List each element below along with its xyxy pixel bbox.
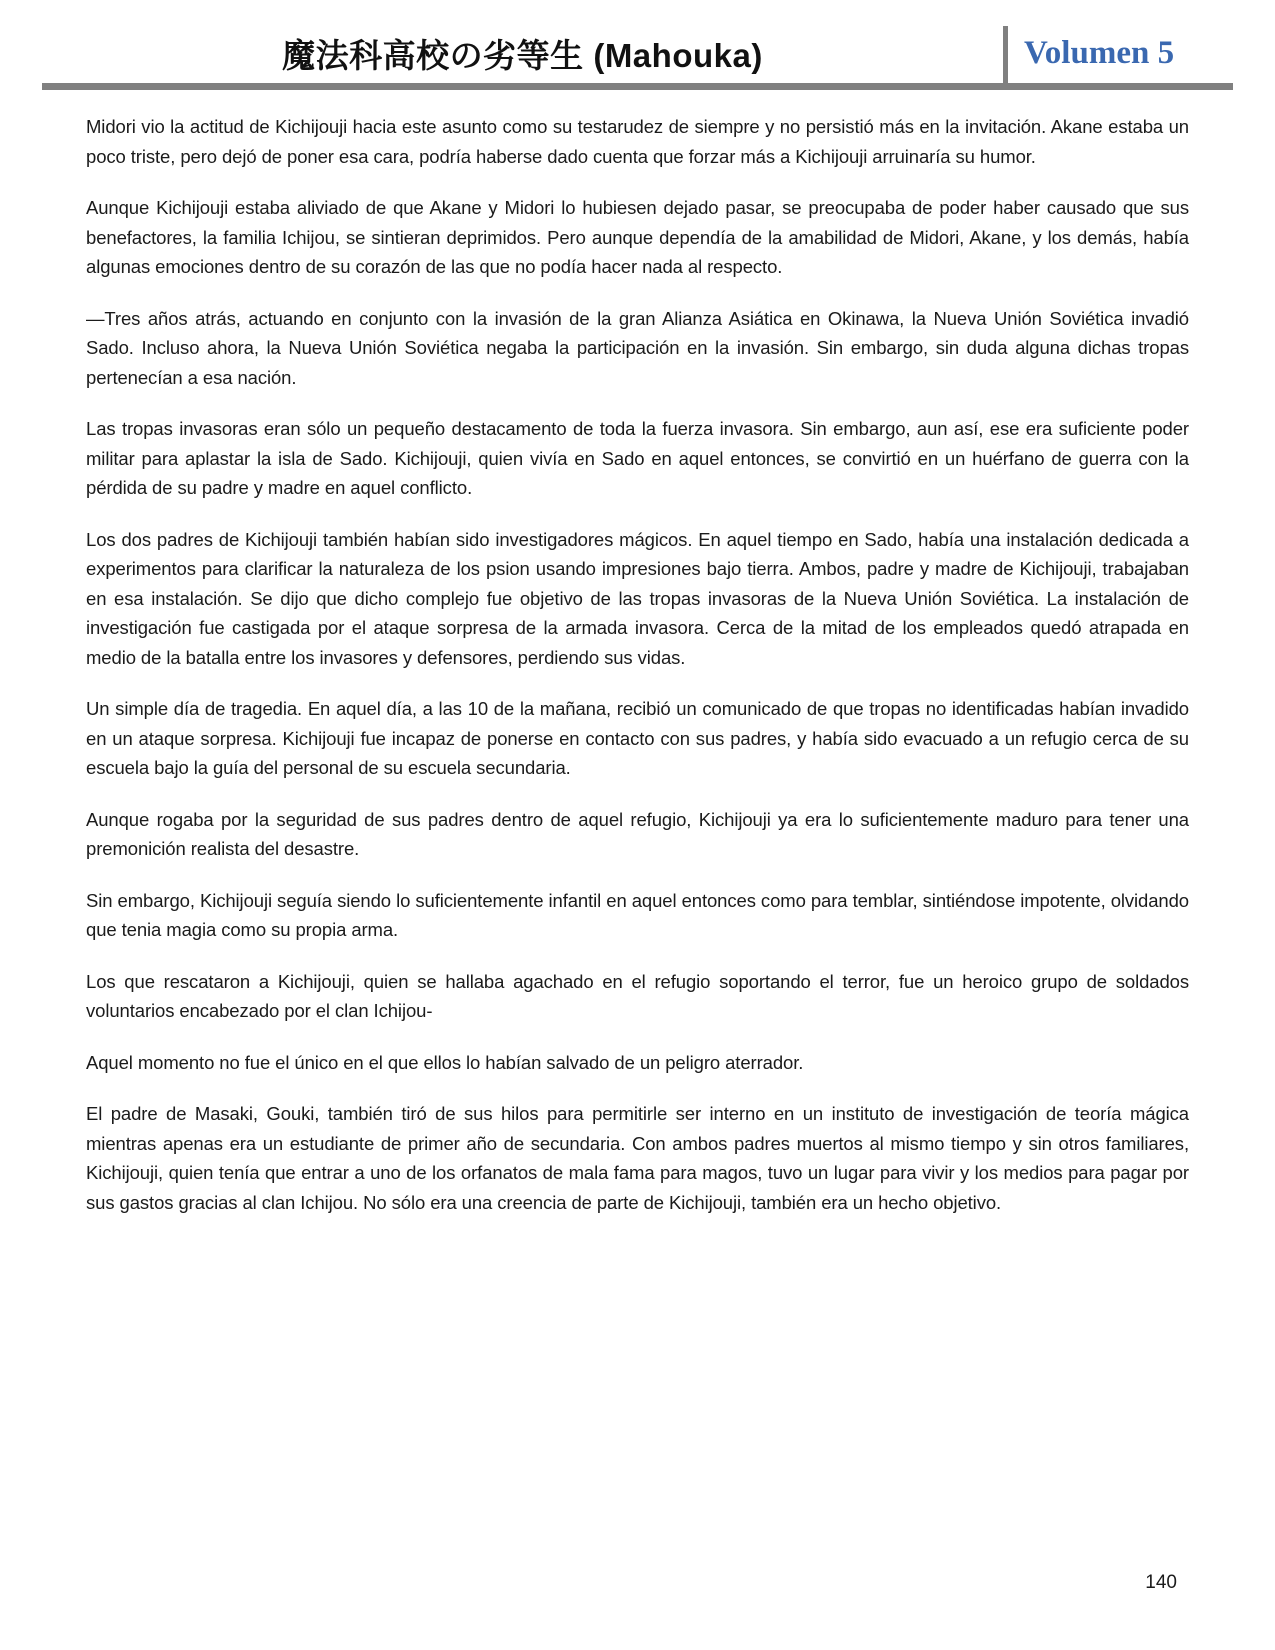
header-title-wrap xyxy=(42,24,1003,83)
book-title: 魔法科高校の劣等生 (Mahouka) xyxy=(282,37,763,74)
header-volume-wrap xyxy=(1008,24,1233,83)
paragraph: Sin embargo, Kichijouji seguía siendo lo suficientemente infantil en aquel entonces como para temblar, sintiéndose impotente, olvidando que tenia magia como su propia arma. xyxy=(86,889,1189,940)
paragraph: Los dos padres de Kichijouji también habían sido investigadores mágicos. En aquel tiempo en Sado, había una instalación dedicada a experimentos para clarificar la naturaleza de los psion usando impresiones bajo tierra. Ambos, padre y madre de Kichijouji, trabajaban en esa instalación. Se dijo que dicho complejo fue objetivo de las tropas invasoras de la Nueva Unión Soviética. La instalación de investigación fue castigada por el ataque sorpresa de la armada invasora. Cerca de la mitad de los empleados quedó atrapada en medio de la batalla entre los invasores y defensores, perdiendo sus vidas. xyxy=(86,528,1189,668)
paragraph: El padre de Masaki, Gouki, también tiró de sus hilos para permitirle ser interno en un instituto de investigación de teoría mágica mientras apenas era un estudiante de primer año de secundaria. Con ambos padres muertos al mismo tiempo y sin otros familiares, Kichijouji, quien tenía que entrar a uno de los orfanatos de mala fama para magos, tuvo un lugar para vivir y los medios para pagar por sus gastos gracias al clan Ichijou. No sólo era una creencia de parte de Kichijouji, también era un hecho objetivo. xyxy=(86,1103,1189,1213)
volume-label: Volumen 5 xyxy=(1024,35,1175,71)
paragraph: Aquel momento no fue el único en el que ellos lo habían salvado de un peligro aterrador. xyxy=(86,1051,804,1073)
page-number: 140 xyxy=(1145,1572,1177,1593)
page-header xyxy=(42,24,1233,90)
page-footer xyxy=(1145,1572,1177,1594)
paragraph: Un simple día de tragedia. En aquel día, a las 10 de la mañana, recibió un comunicado de que tropas no identificadas habían invadido en un ataque sorpresa. Kichijouji fue incapaz de ponerse en contacto con sus padres, y había sido evacuado a un refugio cerca de su escuela bajo la guía del personal de su escuela secundaria. xyxy=(86,698,1189,778)
paragraph: —Tres años atrás, actuando en conjunto con la invasión de la gran Alianza Asiática en Okinawa, la Nueva Unión Soviética invadió Sado. Incluso ahora, la Nueva Unión Soviética negaba la participación en la invasión. Sin embargo, sin duda alguna dichas tropas pertenecían a esa nación. xyxy=(86,307,1189,388)
paragraph: Los que rescataron a Kichijouji, quien se hallaba agachado en el refugio soportando el terror, fue un heroico grupo de soldados voluntarios encabezado por el clan Ichijou- xyxy=(86,970,1189,1021)
paragraph: Las tropas invasoras eran sólo un pequeño destacamento de toda la fuerza invasora. Sin embargo, aun así, ese era suficiente poder militar para aplastar la isla de Sado. Kichijouji, quien vivía en Sado en aquel entonces, se convirtió en un huérfano de guerra con la pérdida de su padre y madre en aquel conflicto. xyxy=(86,418,1189,498)
paragraph: Aunque Kichijouji estaba aliviado de que Akane y Midori lo hubiesen dejado pasar, se preocupaba de poder haber causado que sus benefactores, la familia Ichijou, se sintieran deprimidos. Pero aunque dependía de la amabilidad de Midori, Akane, y los demás, había algunas emociones dentro de su corazón de las que no podía hacer nada al respecto. xyxy=(86,197,1189,277)
page-body xyxy=(86,112,1189,1239)
paragraph: Midori vio la actitud de Kichijouji hacia este asunto como su testarudez de siempre y no persistió más en la invitación. Akane estaba un poco triste, pero dejó de poner esa cara, podría haberse dado cuenta que forzar más a Kichijouji arruinaría su humor. xyxy=(86,116,1189,167)
paragraph: Aunque rogaba por la seguridad de sus padres dentro de aquel refugio, Kichijouji ya era lo suficientemente maduro para tener una premonición realista del desastre. xyxy=(86,808,1189,859)
